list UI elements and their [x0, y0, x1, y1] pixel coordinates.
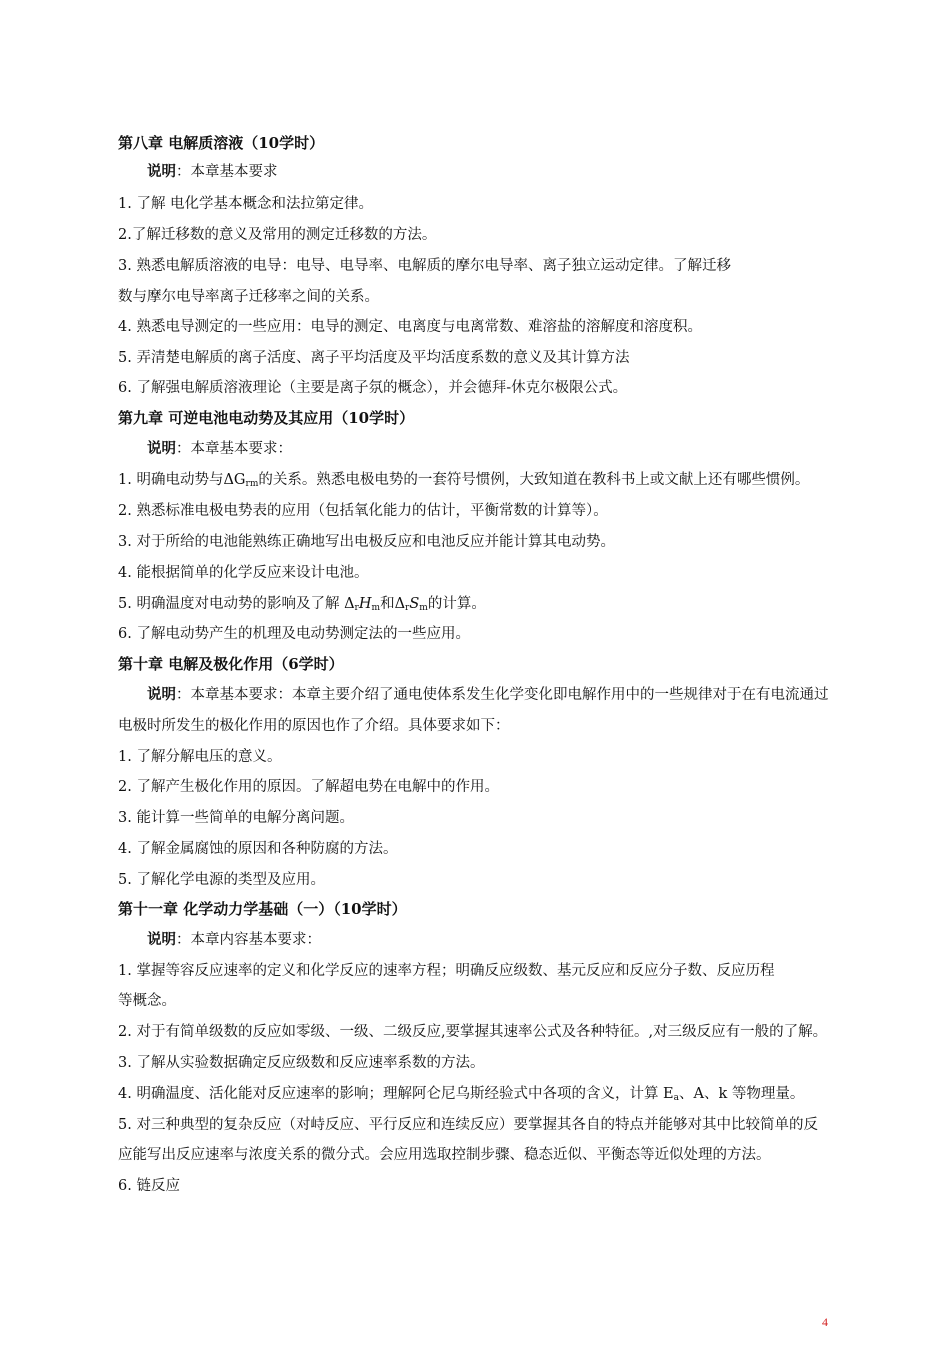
ch9-item-1: [118, 470, 834, 494]
item-text: 的计算。: [427, 596, 486, 612]
ch8-item-2: 2.了解迁移数的意义及常用的测定迁移数的方法。: [118, 227, 437, 243]
note-label: 说明: [147, 686, 176, 703]
ch8-item-6: 6. 了解强电解质溶液理论（主要是离子氛的概念），并会德拜-休克尔极限公式。: [118, 380, 628, 396]
note-label: 说明: [147, 931, 176, 948]
ch9-item-4: 4. 能根据简单的化学反应来设计电池。: [118, 565, 369, 581]
ch8-item-4: 4. 熟悉电导测定的一些应用：电导的测定、电离度与电离常数、难溶盐的溶解度和溶度积。: [118, 319, 702, 335]
ch10-item-1: 1. 了解分解电压的意义。: [118, 749, 282, 765]
item-text: 4. 明确温度、活化能对反应速率的影响；理解阿仑尼乌斯经验式中各项的含义，计算 E: [118, 1086, 674, 1102]
subscript-m: m: [371, 603, 381, 613]
ch10-item-2: 2. 了解产生极化作用的原因。了解超电势在电解中的作用。: [118, 779, 499, 795]
ch11-item-2: 2. 对于有简单级数的反应如零级、一级、二级反应,要掌握其速率公式及各种特征。,对三级反应有一般的了解。: [118, 1024, 828, 1040]
subscript-r: r: [354, 603, 359, 613]
chapter-10-title: 第十章 电解及极化作用（6学时）: [118, 655, 344, 673]
delta-symbol: Δ: [344, 596, 355, 612]
gibbs-symbol: ΔG: [223, 472, 246, 488]
page-number: 4: [822, 1315, 828, 1329]
note-text: ：本章基本要求：: [176, 441, 292, 457]
ch11-item-5-cont: 应能写出反应速率与浓度关系的微分式。会应用选取控制步骤、稳态近似、平衡态等近似处理的方法。: [118, 1147, 771, 1163]
item-text: 、A、k 等物理量。: [679, 1086, 805, 1102]
chapter-8-note: [147, 162, 863, 182]
subscript-m: m: [249, 479, 259, 489]
note-label: 说明: [147, 440, 176, 457]
ch10-item-5: 5. 了解化学电源的类型及应用。: [118, 872, 325, 888]
chapter-11-title: 第十一章 化学动力学基础（一）（10学时）: [118, 900, 407, 918]
item-text: 的关系。熟悉电极电势的一套符号惯例，大致知道在教科书上或文献上还有哪些惯例。: [258, 472, 810, 488]
enthalpy-symbol: H: [358, 596, 372, 612]
subscript-m: m: [419, 603, 428, 613]
ch9-item-3: 3. 对于所给的电池能熟练正确地写出电极反应和电池反应并能计算其电动势。: [118, 534, 615, 550]
chapter-9-note: [147, 439, 863, 459]
subscript-a: a: [673, 1093, 680, 1103]
delta-symbol: Δ: [394, 596, 406, 612]
chapter-10-note: [147, 685, 863, 705]
note-text: ：本章基本要求: [176, 164, 278, 180]
ch10-item-3: 3. 能计算一些简单的电解分离问题。: [118, 810, 354, 826]
ch8-item-5: 5. 弄清楚电解质的离子活度、离子平均活度及平均活度系数的意义及其计算方法: [118, 350, 630, 366]
ch11-item-6: 6. 链反应: [118, 1178, 180, 1194]
ch11-item-4: [118, 1084, 834, 1108]
ch9-item-6: 6. 了解电动势产生的机理及电动势测定法的一些应用。: [118, 626, 470, 642]
ch10-item-4: 4. 了解金属腐蚀的原因和各种防腐的方法。: [118, 841, 398, 857]
ch9-item-5: [118, 594, 834, 618]
ch8-item-3-cont: 数与摩尔电导率离子迁移率之间的关系。: [118, 289, 379, 305]
chapter-10-note-cont: 电极时所发生的极化作用的原因也作了介绍。具体要求如下：: [118, 718, 510, 734]
item-text: 1. 明确电动势与: [118, 472, 224, 488]
ch11-item-1: 1. 掌握等容反应速率的定义和化学反应的速率方程；明确反应级数、基元反应和反应分子数、反应历程: [118, 963, 775, 979]
subscript-r: r: [405, 603, 410, 613]
ch8-item-3: 3. 熟悉电解质溶液的电导：电导、电导率、电解质的摩尔电导率、离子独立运动定律。了解迁移: [118, 258, 731, 274]
entropy-symbol: S: [409, 596, 420, 612]
ch8-item-1: 1. 了解 电化学基本概念和法拉第定律。: [118, 196, 374, 212]
ch11-item-1-cont: 等概念。: [118, 993, 176, 1009]
note-label: 说明: [147, 163, 176, 180]
ch9-item-2: 2. 熟悉标准电极电势表的应用（包括氧化能力的估计，平衡常数的计算等）。: [118, 503, 608, 519]
chapter-8-title: 第八章 电解质溶液（10学时）: [118, 134, 325, 152]
item-text: 5. 明确温度对电动势的影响及了解: [118, 596, 345, 612]
ch11-item-5: 5. 对三种典型的复杂反应（对峙反应、平行反应和连续反应）要掌握其各自的特点并能够对其中比较简单的反: [118, 1117, 818, 1133]
chapter-9-title: 第九章 可逆电池电动势及其应用（10学时）: [118, 409, 415, 427]
note-text: ：本章内容基本要求：: [176, 932, 321, 948]
chapter-11-note: [147, 930, 863, 950]
subscript-r: r: [245, 479, 250, 489]
ch11-item-3: 3. 了解从实验数据确定反应级数和反应速率系数的方法。: [118, 1055, 485, 1071]
item-text: 和: [380, 596, 395, 612]
note-text: ：本章基本要求：本章主要介绍了通电使体系发生化学变化即电解作用中的一些规律对于在有电流通过: [176, 687, 829, 703]
